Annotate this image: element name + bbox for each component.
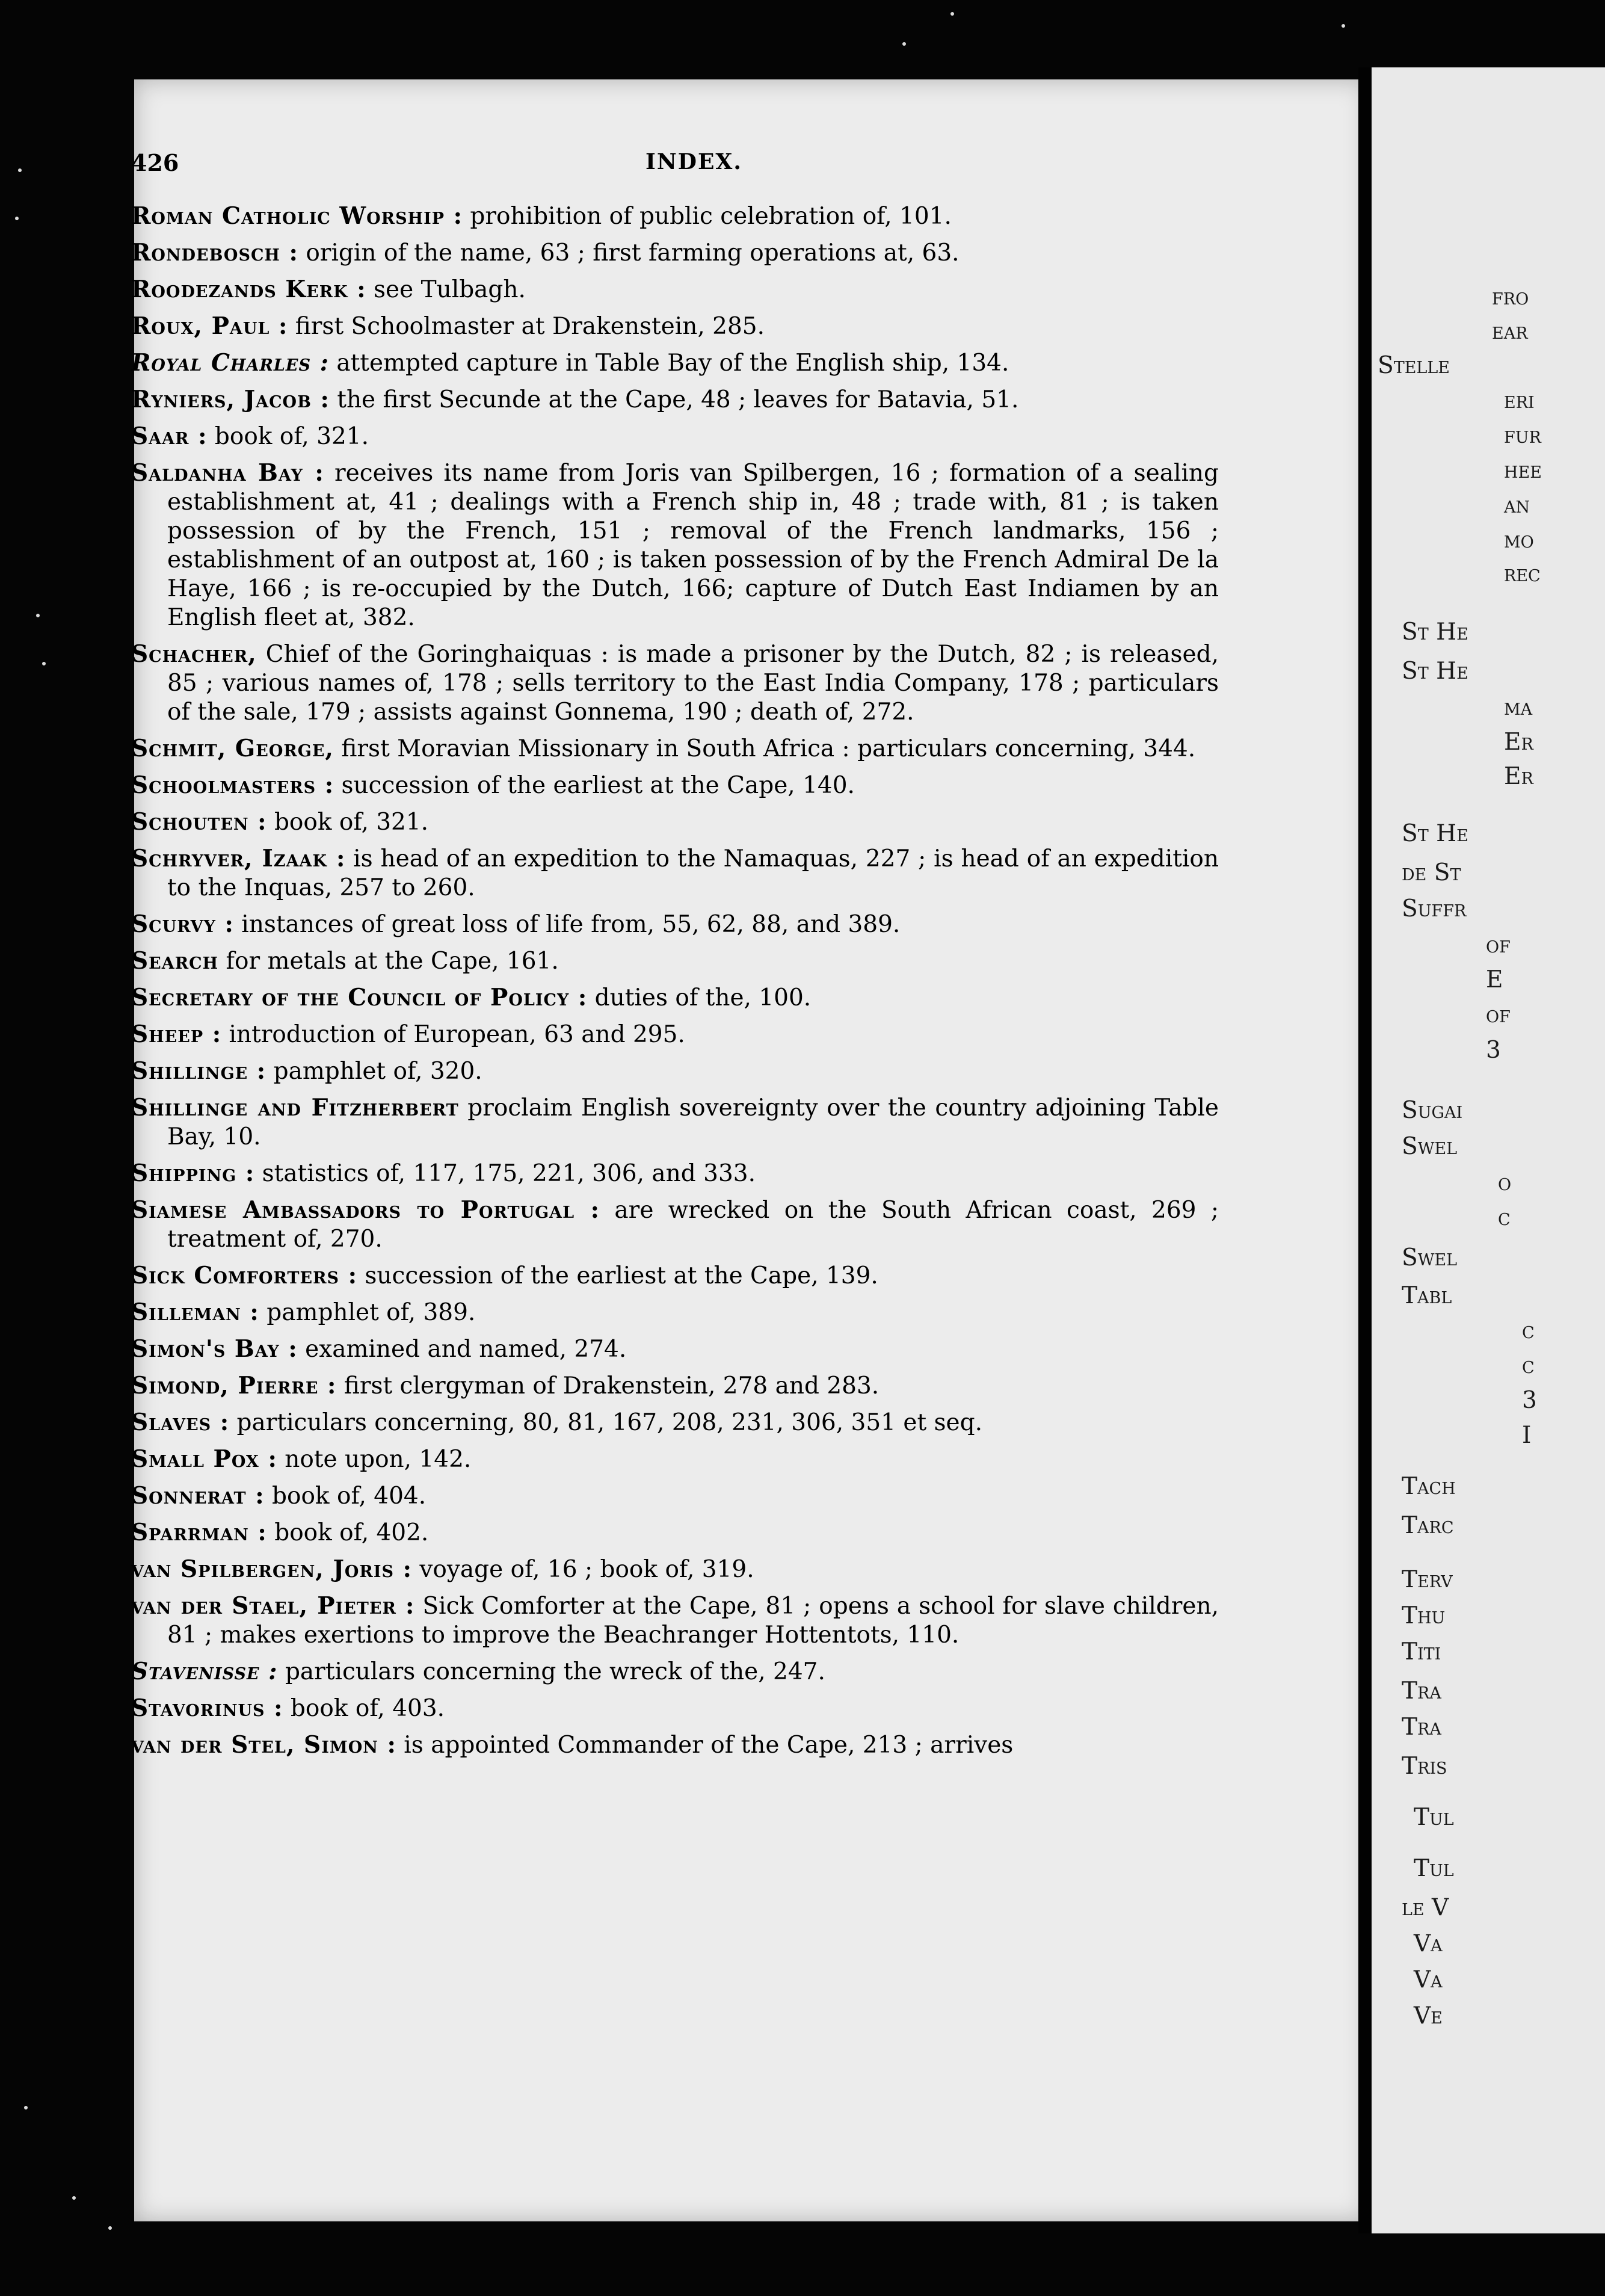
right-page-fragment: St He [1402,658,1468,685]
right-page-fragment: Tris [1402,1753,1447,1780]
right-page-fragment: c [1522,1317,1535,1344]
index-entry-heading: Schmit, George, [131,735,334,762]
index-entry [131,1057,1219,1086]
index-entry-heading: Schacher, [131,640,257,668]
right-page-fragment: Tra [1402,1677,1441,1705]
index-entry-text: pamphlet of, 320. [266,1058,482,1085]
right-page-fragment: Tra [1402,1714,1441,1741]
index-entry [131,1518,1219,1548]
index-entry-heading: van Spilbergen, Joris : [131,1555,412,1583]
right-page-fragment: Swel [1402,1133,1458,1160]
index-entry-text: book of, 402. [266,1519,429,1546]
right-page-fragment: mo [1504,526,1534,554]
index-entry-heading: Secretary of the Council of Policy : [131,984,588,1011]
index-entry [131,458,1219,632]
index-entry-text: is appointed Commander of the Cape, 213 ; arrives [396,1732,1014,1759]
right-page-fragment: E [1486,966,1503,993]
right-page-fragment: Thu [1402,1602,1446,1629]
right-page-fragment: Ve [1414,2002,1443,2029]
index-entry-heading: Sick Comforters : [131,1262,358,1289]
index-entry [131,910,1219,939]
index-entry-heading: Shillinge and Fitzherbert [131,1094,459,1122]
index-entry-text: receives its name from Joris van Spilbergen, 16 ; formation of a sealing establishment at, 41 ; dealings with a French ship in, 48 ; trade with, 81 ; is taken possession of by the French, 151 ; removal of the French landmarks, 156 ; establishment of an outpost at, 160 ; is taken possession of by the French Admiral De la Haye, 166 ; is re-occupied by the Dutch, 166; capture of Dutch East Indiamen by an English fleet at, 382. [167,460,1219,631]
index-entry [131,1159,1219,1188]
index-entry-text: proclaim English sovereignty over the country adjoining Table Bay, 10. [167,1094,1219,1150]
index-entry [131,238,1219,268]
index-entry-text: for metals at the Cape, 161. [218,948,559,975]
index-entry-heading: Saldanha Bay : [131,459,324,487]
index-entry-heading: Stavorinus : [131,1694,283,1722]
right-page-fragment: St He [1402,619,1468,646]
index-entry-text: the first Secunde at the Cape, 48 ; leaves for Batavia, 51. [329,386,1019,413]
index-entry [131,844,1219,903]
right-page-fragment: St He [1402,820,1468,847]
index-entry-text: attempted capture in Table Bay of the English ship, 134. [328,350,1009,377]
running-head: INDEX. [645,149,742,174]
scan-speck [42,662,46,665]
index-entry-heading: van der Stael, Pieter : [131,1592,415,1620]
right-page-fragment: Tach [1402,1473,1456,1500]
page-number: 426 [131,149,179,176]
index-entry-text: see Tulbagh. [366,276,526,303]
index-entry-heading: Schryver, Izaak : [131,845,346,872]
index-entry-heading: Sparrman : [131,1519,267,1546]
index-entry-text: first Schoolmaster at Drakenstein, 285. [288,313,765,340]
index-entry-heading: Small Pox : [131,1445,277,1473]
scan-speck [24,2106,28,2109]
scan-speck [108,2226,112,2230]
index-entry-heading: Scurvy : [131,910,234,938]
right-page-fragment: an [1504,492,1530,519]
right-page-fragment: Suffr [1402,895,1467,922]
right-page-fragment: c [1498,1204,1511,1231]
right-page-fragment: Tul [1414,1855,1454,1882]
index-entry-text: are wrecked on the South African coast, 269 ; treatment of, 270. [167,1197,1219,1253]
index-entry-heading: Schoolmasters : [131,771,334,799]
index-entry [131,1371,1219,1401]
index-entry [131,1730,1219,1760]
right-page [1372,67,1605,2233]
right-page-fragment: Terv [1402,1566,1453,1593]
index-entry-heading: Sheep : [131,1020,222,1048]
right-page-fragment: Er [1504,763,1533,790]
scan-speck [950,12,954,16]
index-entry [131,807,1219,837]
right-page-fragment: Va [1414,1930,1443,1957]
right-page-fragment: of [1486,1001,1511,1028]
index-entry [131,202,1219,231]
index-entry [131,1408,1219,1437]
index-entry [131,1657,1219,1687]
right-page-fragment: rec [1504,560,1541,587]
index-entry [131,1591,1219,1650]
index-entry-heading: Roux, Paul : [131,312,288,340]
index-entry [131,1481,1219,1511]
index-entry-text: first Moravian Missionary in South Africa : particulars concerning, 344. [334,735,1196,762]
right-page-fragment: Tabl [1402,1282,1452,1309]
scan-speck [15,217,19,220]
index-entry-heading: Shipping : [131,1159,255,1187]
index-entry-text: introduction of European, 63 and 295. [221,1021,685,1048]
scan-speck [1342,24,1345,28]
right-page-fragment: Va [1414,1966,1443,1993]
index-entry-text: particulars concerning, 80, 81, 167, 208, 231, 306, 351 et seq. [229,1409,982,1436]
index-entry-heading: Schouten : [131,808,267,836]
scan-speck [18,168,22,172]
scan-speck [902,42,906,46]
index-entry-text: particulars concerning the wreck of the, 247. [277,1658,825,1685]
index-entry-heading: Search [131,947,219,975]
index-entry-heading: Saar : [131,422,208,450]
index-entry-text: is head of an expedition to the Namaquas, 227 ; is head of an expedition to the Inquas, 257 to 260. [167,845,1219,901]
right-page-fragment: ear [1492,318,1528,345]
right-page-fragment: Swel [1402,1244,1458,1271]
index-entry [131,1261,1219,1291]
index-entry-heading: Silleman : [131,1298,259,1326]
index-entry [131,312,1219,341]
index-entry [131,385,1219,415]
index-entry-text: first clergyman of Drakenstein, 278 and 283. [336,1372,880,1400]
index-entries [131,202,1219,1767]
right-page-fragment: eri [1504,387,1535,414]
index-entry-heading: Siamese Ambassadors to Portugal : [131,1196,600,1224]
index-entry-text: origin of the name, 63 ; first farming operations at, 63. [298,239,960,267]
right-page-fragment: fro [1492,283,1529,310]
index-entry [131,946,1219,976]
index-entry-text: statistics of, 117, 175, 221, 306, and 333. [254,1160,756,1187]
index-entry [131,348,1219,378]
index-entry [131,1445,1219,1474]
index-entry-text: note upon, 142. [277,1446,472,1473]
right-page-fragment: Tul [1414,1804,1454,1831]
right-page-fragment: ma [1504,694,1533,721]
index-entry [131,1093,1219,1152]
index-entry-heading: Roodezands Kerk : [131,276,366,303]
right-page-fragment: de St [1402,859,1461,886]
index-entry [131,1335,1219,1364]
index-entry-text: Sick Comforter at the Cape, 81 ; opens a school for slave children, 81 ; makes exertions to improve the Beachranger Hottentots, 110. [167,1593,1219,1649]
index-entry-heading: Shillinge : [131,1057,266,1085]
index-entry [131,1020,1219,1049]
index-entry-heading: Sonnerat : [131,1482,265,1510]
index-entry-text: prohibition of public celebration of, 101. [463,203,952,230]
index-entry [131,1555,1219,1584]
index-entry-text: duties of the, 100. [587,984,812,1011]
index-entry-heading: Rondebosch : [131,239,298,267]
right-page-fragment: Stelle [1378,352,1450,379]
scan-speck [36,614,40,617]
index-entry-text: instances of great loss of life from, 55, 62, 88, and 389. [233,911,901,938]
right-page-fragment: I [1522,1422,1532,1449]
index-entry-text: succession of the earliest at the Cape, 139. [357,1262,878,1289]
right-page-fragment: 3 [1522,1387,1537,1414]
index-entry [131,983,1219,1013]
index-entry-heading: Simon's Bay : [131,1335,298,1363]
index-entry-text: succession of the earliest at the Cape, 140. [334,772,855,799]
right-page-fragment: hee [1504,457,1542,484]
right-page-fragment: of [1486,931,1511,958]
index-entry-text: book of, 321. [266,809,429,836]
right-page-fragment: Titi [1402,1638,1441,1665]
index-entry-text: Chief of the Goringhaiquas : is made a prisoner by the Dutch, 82 ; is released, 85 ; various names of, 178 ; sells territory to the East India Company, 178 ; particulars of the sale, 179 ; assists against Gonnema, 190 ; death of, 272. [167,641,1219,726]
index-entry-text: book of, 403. [283,1695,445,1722]
right-page-fragment: o [1498,1169,1512,1196]
right-page-fragment: 3 [1486,1037,1501,1064]
index-entry-heading: Slaves : [131,1409,230,1436]
index-entry-heading: Ryniers, Jacob : [131,386,330,413]
index-entry [131,275,1219,304]
index-entry [131,734,1219,764]
right-page-fragment: c [1522,1352,1535,1379]
index-entry [131,1196,1219,1254]
index-entry-text: book of, 321. [207,423,369,450]
index-entry-text: voyage of, 16 ; book of, 319. [411,1556,754,1583]
page-header [131,149,1214,191]
book-gutter [1358,67,1373,2233]
index-entry-heading: Roman Catholic Worship : [131,202,463,230]
index-entry [131,1298,1219,1327]
index-entry [131,422,1219,451]
index-entry-text: book of, 404. [264,1483,427,1510]
index-entry-text: examined and named, 274. [297,1336,627,1363]
scan-speck [72,2196,76,2200]
right-page-fragment: Sugai [1402,1097,1463,1124]
index-entry-heading: Royal Charles : [131,349,329,377]
index-entry-text: pamphlet of, 389. [259,1299,476,1326]
right-page-fragment: fur [1504,422,1541,449]
index-entry-heading: Simond, Pierre : [131,1372,337,1400]
right-page-fragment: le V [1402,1894,1449,1921]
right-page-fragment: Er [1504,729,1533,756]
index-entry-heading: Stavenisse : [131,1658,278,1685]
index-entry [131,640,1219,727]
index-entry-heading: van der Stel, Simon : [131,1731,396,1759]
right-page-fragment: Tarc [1402,1512,1454,1539]
index-entry [131,1694,1219,1723]
index-entry [131,771,1219,800]
